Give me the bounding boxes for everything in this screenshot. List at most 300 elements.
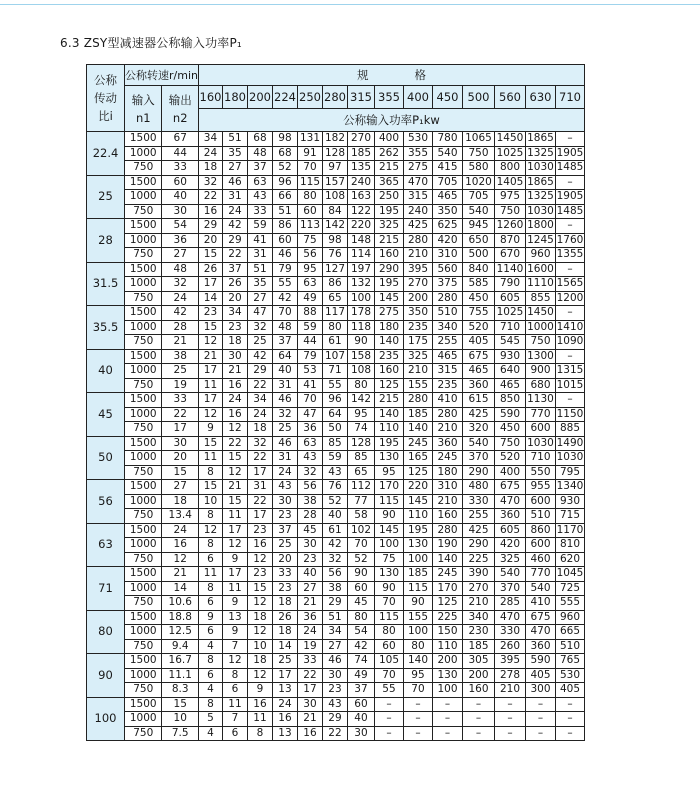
power-cell: 95 xyxy=(374,465,403,480)
table-row xyxy=(87,393,585,408)
power-cell: 530 xyxy=(555,668,584,683)
power-cell: 70 xyxy=(272,306,297,321)
power-cell: 405 xyxy=(555,683,584,698)
power-cell: 22 xyxy=(198,190,222,205)
power-cell: 1450 xyxy=(494,132,525,147)
power-cell: 128 xyxy=(347,436,374,451)
power-cell: 26 xyxy=(272,610,297,625)
power-cell: 9 xyxy=(198,422,222,437)
power-cell: 840 xyxy=(462,262,494,277)
power-cell: 1485 xyxy=(556,161,584,174)
power-cell: 1450 xyxy=(527,306,554,319)
input-speed-cell: 1000 xyxy=(125,538,162,553)
power-cell: 8 xyxy=(198,581,222,596)
power-cell: 210 xyxy=(462,596,494,611)
power-cell: 395 xyxy=(403,262,432,277)
power-cell: 22 xyxy=(222,248,247,263)
power-cell: 32 xyxy=(247,436,272,451)
power-cell: 113 xyxy=(297,219,322,234)
input-speed-cell: 750 xyxy=(125,335,162,350)
power-cell: 190 xyxy=(432,538,462,553)
size-header: 280 xyxy=(322,86,347,109)
output-speed-cell: 60 xyxy=(162,175,199,190)
power-cell: 180 xyxy=(374,320,403,335)
power-cell: 26 xyxy=(198,262,222,277)
size-header: 630 xyxy=(525,86,555,109)
output-speed-cell: 44 xyxy=(162,146,199,161)
power-cell: 132 xyxy=(347,277,374,292)
output-header-line: n2 xyxy=(172,110,188,125)
power-cell: 900 xyxy=(525,364,555,379)
power-cell: 42 xyxy=(222,219,247,234)
power-cell: 37 xyxy=(272,523,297,538)
power-cell: 160 xyxy=(374,248,403,263)
output-speed-cell: 42 xyxy=(162,306,199,321)
power-cell: 200 xyxy=(462,668,494,683)
input-speed-cell: 1000 xyxy=(125,668,162,683)
size-header: 400 xyxy=(403,86,432,109)
power-cell: 100 xyxy=(432,683,462,698)
table-row xyxy=(87,407,585,422)
power-cell: 37 xyxy=(272,335,297,350)
table-row xyxy=(87,494,585,509)
power-cell: 17 xyxy=(198,364,222,379)
power-cell: 131 xyxy=(297,132,322,147)
power-cell: 12 xyxy=(247,625,272,640)
power-cell: – xyxy=(494,697,525,712)
power-cell: 240 xyxy=(347,175,374,190)
power-cell: 24 xyxy=(222,204,247,219)
power-cell: 8 xyxy=(198,509,222,524)
power-cell: 590 xyxy=(494,407,525,422)
power-cell: 31 xyxy=(247,480,272,495)
table-row xyxy=(87,581,585,596)
power-cell: – xyxy=(403,726,432,741)
power-cell: – xyxy=(555,697,584,712)
power-cell: 97 xyxy=(322,161,347,176)
table-row xyxy=(87,146,585,161)
power-cell: 59 xyxy=(297,320,322,335)
power-cell: 1260 xyxy=(494,219,525,234)
power-cell: 395 xyxy=(494,654,525,669)
power-cell: 31 xyxy=(222,190,247,205)
power-cell: 76 xyxy=(322,480,347,495)
power-cell: 21 xyxy=(222,480,247,495)
input-speed-cell: 1500 xyxy=(125,523,162,538)
top-rule xyxy=(0,4,700,5)
power-cell: 145 xyxy=(403,494,432,509)
power-cell: 9 xyxy=(198,610,222,625)
power-cell: 45 xyxy=(297,523,322,538)
power-cell: 280 xyxy=(403,233,432,248)
power-cell: 51 xyxy=(222,132,247,147)
ratio-cell: 80 xyxy=(87,610,125,654)
power-cell: 46 xyxy=(272,393,297,408)
power-cell: – xyxy=(555,712,584,727)
power-cell: 16 xyxy=(198,204,222,219)
power-cell: 325 xyxy=(374,219,403,234)
size-header: 315 xyxy=(347,86,374,109)
power-cell: 32 xyxy=(272,407,297,422)
power-cell: 17 xyxy=(297,683,322,698)
power-cell: 15 xyxy=(198,436,222,451)
table-row xyxy=(87,320,585,335)
power-cell: 210 xyxy=(494,683,525,698)
power-cell: 20 xyxy=(198,233,222,248)
output-speed-cell: 28 xyxy=(162,320,199,335)
input-speed-cell: 1500 xyxy=(125,219,162,234)
power-cell: 90 xyxy=(347,567,374,582)
power-cell: 23 xyxy=(222,320,247,335)
power-cell: 60 xyxy=(272,233,297,248)
power-cell: 30 xyxy=(297,538,322,553)
input-speed-cell: 750 xyxy=(125,683,162,698)
output-speed-cell: 9.4 xyxy=(162,639,199,654)
power-cell: 110 xyxy=(432,639,462,654)
power-cell: 128 xyxy=(322,146,347,161)
table-row xyxy=(87,726,585,741)
power-cell: 330 xyxy=(462,494,494,509)
power-cell: 32 xyxy=(247,320,272,335)
output-speed-cell: 22 xyxy=(162,407,199,422)
power-cell: 470 xyxy=(494,610,525,625)
power-cell: 1170 xyxy=(556,523,584,536)
power-cell: 480 xyxy=(462,480,494,495)
table-row xyxy=(87,712,585,727)
power-cell: 1905 xyxy=(556,146,584,159)
power-cell: 40 xyxy=(322,509,347,524)
power-cell: 112 xyxy=(347,480,374,495)
power-cell: – xyxy=(525,726,555,741)
power-cell: – xyxy=(432,726,462,741)
power-cell: 7 xyxy=(222,639,247,654)
power-cell: 115 xyxy=(297,175,322,190)
power-cell: 160 xyxy=(374,364,403,379)
power-cell: 85 xyxy=(347,451,374,466)
input-speed-cell: 1000 xyxy=(125,320,162,335)
power-cell: 215 xyxy=(374,233,403,248)
power-cell: 220 xyxy=(403,480,432,495)
table-row xyxy=(87,596,585,611)
power-cell: 470 xyxy=(525,625,555,640)
power-cell: 130 xyxy=(432,668,462,683)
power-cell: 42 xyxy=(322,538,347,553)
power-cell: 60 xyxy=(374,639,403,654)
power-cell: 17 xyxy=(222,567,247,582)
power-cell: 12 xyxy=(198,335,222,350)
input-speed-cell: 750 xyxy=(125,291,162,306)
power-cell: 520 xyxy=(494,451,525,466)
output-speed-cell: 8.3 xyxy=(162,683,199,698)
size-header: 180 xyxy=(222,86,247,109)
power-cell: 56 xyxy=(322,567,347,582)
output-speed-cell: 12.5 xyxy=(162,625,199,640)
power-cell: 18 xyxy=(247,610,272,625)
power-cell: 12 xyxy=(222,422,247,437)
power-cell: 40 xyxy=(347,712,374,727)
power-cell: 34 xyxy=(222,306,247,321)
power-cell: 600 xyxy=(525,494,555,509)
power-cell: 52 xyxy=(272,161,297,176)
power-cell: – xyxy=(432,697,462,712)
power-cell: 110 xyxy=(403,509,432,524)
power-cell: 755 xyxy=(462,306,494,321)
power-cell: 11 xyxy=(198,567,222,582)
power-cell: – xyxy=(555,262,584,277)
ratio-cell: 50 xyxy=(87,436,125,480)
power-cell: 23 xyxy=(247,567,272,582)
power-cell: 33 xyxy=(272,567,297,582)
table-row xyxy=(87,480,585,495)
size-header: 160 xyxy=(198,86,222,109)
power-cell: 47 xyxy=(297,407,322,422)
power-cell: 56 xyxy=(297,248,322,263)
power-cell: 24 xyxy=(272,697,297,712)
power-cell: 27 xyxy=(222,161,247,176)
ratio-cell: 40 xyxy=(87,349,125,393)
power-cell: 1150 xyxy=(556,407,584,420)
power-cell: 55 xyxy=(374,683,403,698)
output-speed-cell: 30 xyxy=(162,204,199,219)
power-cell: 14 xyxy=(198,291,222,306)
power-cell: 23 xyxy=(247,523,272,538)
power-cell: 315 xyxy=(403,190,432,205)
output-speed-cell: 27 xyxy=(162,248,199,263)
power-cell: 95 xyxy=(297,262,322,277)
power-cell: 310 xyxy=(432,248,462,263)
power-cell: 530 xyxy=(403,132,432,147)
power-cell: 17 xyxy=(247,509,272,524)
output-speed-cell: 33 xyxy=(162,161,199,176)
power-cell: 185 xyxy=(462,639,494,654)
table-row xyxy=(87,523,585,538)
power-cell: 12 xyxy=(247,552,272,567)
power-cell: 108 xyxy=(347,364,374,379)
input-speed-cell: 1000 xyxy=(125,407,162,422)
table-row xyxy=(87,610,585,625)
output-speed-cell: 16.7 xyxy=(162,654,199,669)
power-cell: 130 xyxy=(403,538,432,553)
power-cell: 1030 xyxy=(527,204,554,217)
power-cell: 43 xyxy=(272,480,297,495)
power-cell: 59 xyxy=(322,451,347,466)
power-cell: 1325 xyxy=(527,146,554,159)
power-cell: 140 xyxy=(403,422,432,437)
power-cell: 70 xyxy=(374,596,403,611)
power-cell: 370 xyxy=(462,451,494,466)
power-cell: 36 xyxy=(297,422,322,437)
power-cell: 16 xyxy=(247,538,272,553)
power-cell: – xyxy=(494,712,525,727)
power-cell: 600 xyxy=(525,538,555,553)
power-cell: 750 xyxy=(494,204,525,219)
power-cell: 17 xyxy=(272,668,297,683)
input-speed-cell: 1500 xyxy=(125,436,162,451)
power-cell: 16 xyxy=(222,407,247,422)
power-cell: 59 xyxy=(247,219,272,234)
output-speed-cell: 15 xyxy=(162,465,199,480)
power-cell: 340 xyxy=(432,320,462,335)
power-cell: 24 xyxy=(297,625,322,640)
power-cell: 860 xyxy=(525,523,555,538)
power-cell: 350 xyxy=(432,204,462,219)
power-cell: 127 xyxy=(322,262,347,277)
output-speed-cell: 24 xyxy=(162,291,199,306)
power-cell: 270 xyxy=(347,132,374,147)
power-cell: 43 xyxy=(322,697,347,712)
input-header-line: 输入 xyxy=(131,92,155,107)
power-cell: 45 xyxy=(347,596,374,611)
power-cell: 278 xyxy=(494,668,525,683)
power-cell: 425 xyxy=(462,523,494,538)
spec-header: 规 格 xyxy=(198,65,584,86)
power-cell: 14 xyxy=(272,639,297,654)
power-cell: 220 xyxy=(347,219,374,234)
power-cell: 157 xyxy=(322,175,347,190)
power-cell: 114 xyxy=(347,248,374,263)
table-body xyxy=(87,65,585,741)
power-cell: 43 xyxy=(297,451,322,466)
input-speed-cell: 750 xyxy=(125,465,162,480)
power-cell: 6 xyxy=(198,625,222,640)
output-speed-cell: 10.6 xyxy=(162,596,199,611)
power-cell: 245 xyxy=(432,567,462,582)
power-cell: 675 xyxy=(462,349,494,364)
power-cell: – xyxy=(462,697,494,712)
power-cell: 370 xyxy=(494,581,525,596)
power-cell: 225 xyxy=(462,552,494,567)
power-cell: 13 xyxy=(222,610,247,625)
output-speed-cell: 30 xyxy=(162,436,199,451)
ratio-header xyxy=(87,65,125,132)
speed-header: 公称转速r/min xyxy=(125,65,199,86)
power-cell: 15 xyxy=(222,451,247,466)
power-cell: 100 xyxy=(403,625,432,640)
power-cell: 410 xyxy=(432,393,462,408)
input-speed-header xyxy=(125,86,162,132)
power-cell: 210 xyxy=(432,422,462,437)
power-cell: – xyxy=(494,726,525,741)
input-speed-cell: 1500 xyxy=(125,393,162,408)
output-speed-cell: 19 xyxy=(162,378,199,393)
table-row xyxy=(87,204,585,219)
input-speed-cell: 750 xyxy=(125,726,162,741)
size-header: 355 xyxy=(374,86,403,109)
power-cell: 605 xyxy=(494,291,525,306)
power-cell: 22 xyxy=(322,726,347,741)
input-speed-cell: 1500 xyxy=(125,306,162,321)
power-cell: 75 xyxy=(297,233,322,248)
power-cell: 26 xyxy=(222,277,247,292)
power-cell: 705 xyxy=(432,175,462,190)
input-speed-cell: 1500 xyxy=(125,697,162,712)
power-cell: 170 xyxy=(374,480,403,495)
power-cell: 11 xyxy=(198,451,222,466)
power-cell: 1865 xyxy=(527,175,554,188)
power-cell: 145 xyxy=(374,523,403,538)
output-speed-cell: 13.4 xyxy=(162,509,199,524)
power-cell: 185 xyxy=(347,146,374,161)
power-cell: 21 xyxy=(297,712,322,727)
input-speed-cell: 750 xyxy=(125,378,162,393)
power-cell: 540 xyxy=(462,436,494,451)
power-cell: 750 xyxy=(462,146,494,161)
power-cell: 260 xyxy=(494,639,525,654)
power-cell: 1000 xyxy=(527,320,554,333)
power-cell: 13 xyxy=(272,683,297,698)
power-cell: 11 xyxy=(222,697,247,712)
power-cell: 4 xyxy=(198,683,222,698)
power-cell: 148 xyxy=(347,233,374,248)
power-cell: 12 xyxy=(198,407,222,422)
power-cell: 22 xyxy=(247,494,272,509)
power-cell: 8 xyxy=(198,538,222,553)
power-cell: 510 xyxy=(525,509,555,524)
power-cell: 5 xyxy=(198,712,222,727)
power-cell: 420 xyxy=(432,233,462,248)
power-cell: 41 xyxy=(247,233,272,248)
power-cell: 29 xyxy=(247,364,272,379)
power-cell: 16 xyxy=(297,726,322,741)
power-cell: 500 xyxy=(462,248,494,263)
power-cell: 61 xyxy=(322,523,347,538)
power-cell: 68 xyxy=(272,146,297,161)
power-cell: 12 xyxy=(247,668,272,683)
power-cell: 31 xyxy=(247,248,272,263)
power-cell: 84 xyxy=(322,204,347,219)
power-cell: 710 xyxy=(494,320,525,335)
input-speed-cell: 1000 xyxy=(125,233,162,248)
power-cell: 510 xyxy=(555,639,584,654)
table-row xyxy=(87,335,585,350)
power-cell: – xyxy=(555,726,584,741)
table-row xyxy=(87,175,585,190)
power-cell: 1410 xyxy=(556,320,584,333)
power-cell: – xyxy=(555,393,584,408)
input-speed-cell: 1000 xyxy=(125,277,162,292)
power-cell: 105 xyxy=(374,654,403,669)
power-cell: 215 xyxy=(374,393,403,408)
power-cell: 325 xyxy=(494,552,525,567)
power-cell: 365 xyxy=(374,175,403,190)
power-cell: – xyxy=(374,726,403,741)
input-speed-cell: 1000 xyxy=(125,581,162,596)
power-cell: 1300 xyxy=(527,349,554,362)
power-cell: 49 xyxy=(297,291,322,306)
power-cell: 10 xyxy=(198,494,222,509)
power-cell: 24 xyxy=(272,465,297,480)
output-speed-header xyxy=(162,86,199,132)
power-cell: 130 xyxy=(374,451,403,466)
power-cell: 750 xyxy=(494,436,525,451)
power-cell: 23 xyxy=(272,581,297,596)
power-cell: 68 xyxy=(247,132,272,147)
power-cell: 280 xyxy=(432,291,462,306)
power-cell: 53 xyxy=(297,364,322,379)
power-cell: 210 xyxy=(403,364,432,379)
power-cell: 110 xyxy=(374,422,403,437)
input-speed-cell: 1500 xyxy=(125,567,162,582)
power-cell: 540 xyxy=(432,146,462,161)
power-cell: 46 xyxy=(322,654,347,669)
power-cell: 670 xyxy=(494,248,525,263)
power-cell: – xyxy=(555,219,584,234)
power-cell: 75 xyxy=(374,552,403,567)
power-cell: 70 xyxy=(403,683,432,698)
power-cell: 18 xyxy=(222,335,247,350)
power-cell: 955 xyxy=(525,480,555,495)
power-cell: 1800 xyxy=(527,219,554,232)
